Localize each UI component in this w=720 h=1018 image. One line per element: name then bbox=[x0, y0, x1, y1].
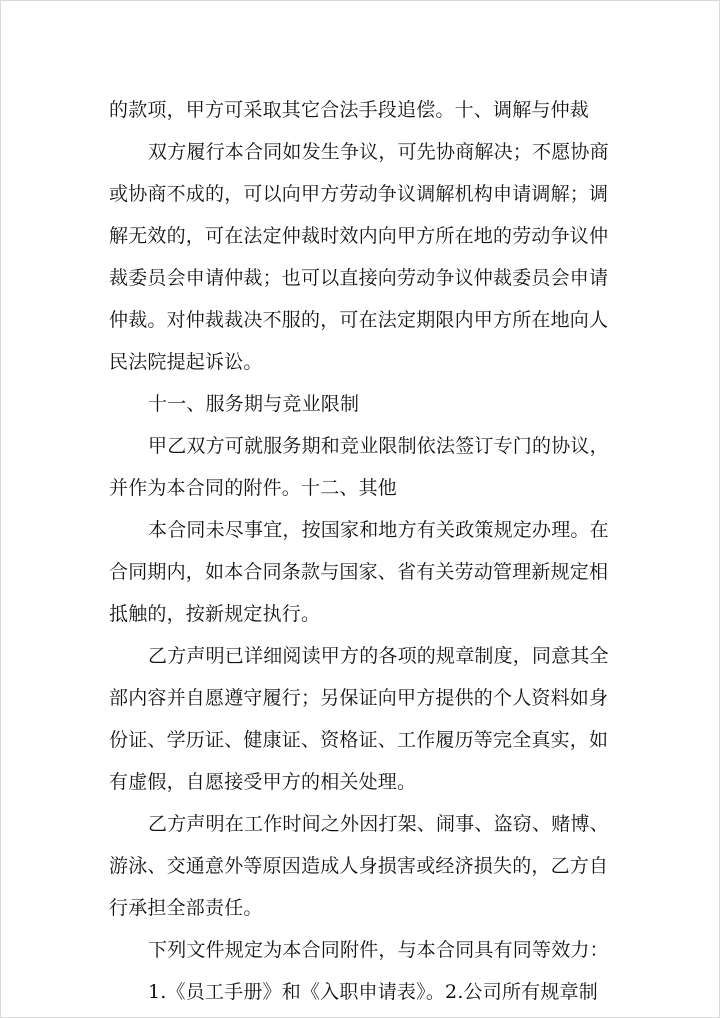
text-line-17: 有虚假，自愿接受甲方的相关处理。 bbox=[109, 771, 417, 793]
text-line-22: 1.《员工手册》和《入职申请表》。2.公司所有规章制 bbox=[148, 981, 598, 1003]
text-line-9: 甲乙双方可就服务期和竞业限制依法签订专门的协议， bbox=[148, 435, 609, 457]
text-line-12: 合同期内，如本合同条款与国家、省有关劳动管理新规定相 bbox=[109, 561, 609, 583]
text-line-18: 乙方声明在工作时间之外因打架、闹事、盗窃、赌博、 bbox=[148, 813, 609, 835]
text-line-3: 或协商不成的，可以向甲方劳动争议调解机构申请调解；调 bbox=[109, 183, 609, 205]
text-line-1: 的款项，甲方可采取其它合法手段追偿。十、调解与仲裁 bbox=[109, 99, 590, 121]
text-line-15: 部内容并自愿遵守履行；另保证向甲方提供的个人资料如身 bbox=[109, 687, 609, 709]
text-line-16: 份证、学历证、健康证、资格证、工作履历等完全真实，如 bbox=[109, 729, 609, 751]
text-line-21: 下列文件规定为本合同附件，与本合同具有同等效力： bbox=[148, 939, 609, 961]
text-line-14: 乙方声明已详细阅读甲方的各项的规章制度，同意其全 bbox=[148, 645, 609, 667]
text-line-11: 本合同未尽事宜，按国家和地方有关政策规定办理。在 bbox=[148, 519, 609, 541]
text-line-2: 双方履行本合同如发生争议，可先协商解决；不愿协商 bbox=[148, 141, 609, 163]
text-line-13: 抵触的，按新规定执行。 bbox=[109, 603, 321, 625]
text-line-5: 裁委员会申请仲裁；也可以直接向劳动争议仲裁委员会申请 bbox=[109, 267, 609, 289]
text-line-4: 解无效的，可在法定仲裁时效内向甲方所在地的劳动争议仲 bbox=[109, 225, 609, 247]
text-line-6: 仲裁。对仲裁裁决不服的，可在法定期限内甲方所在地向人 bbox=[109, 309, 609, 331]
text-line-19: 游泳、交通意外等原因造成人身损害或经济损失的，乙方自 bbox=[109, 855, 609, 877]
text-line-7: 民法院提起诉讼。 bbox=[109, 351, 263, 373]
text-line-10: 并作为本合同的附件。十二、其他 bbox=[109, 477, 398, 499]
section-heading-service-period: 十一、服务期与竞业限制 bbox=[148, 393, 360, 415]
text-line-20: 行承担全部责任。 bbox=[109, 897, 263, 919]
document-body bbox=[109, 89, 614, 1013]
